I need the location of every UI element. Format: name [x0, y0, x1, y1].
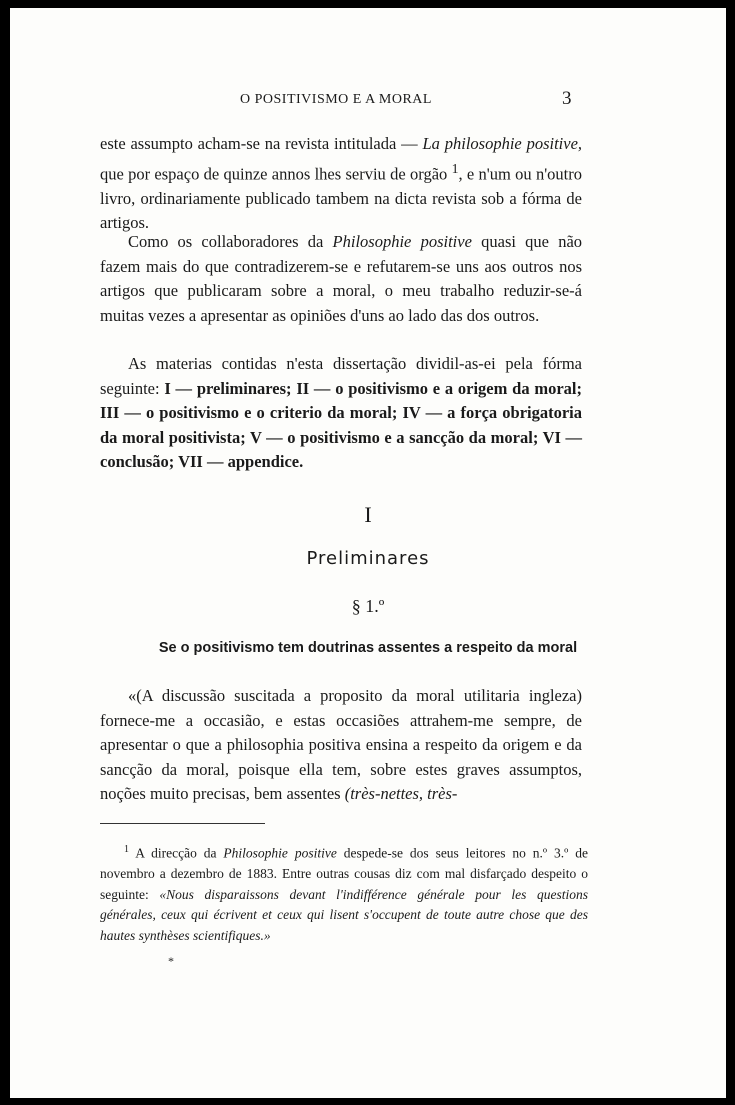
p1-text-b: que por espaço de quinze annos lhes serviu de orgão [100, 164, 448, 183]
paragraph-number: § 1.º [351, 596, 385, 616]
footnote-quote: «Nous disparaissons devant l'indifférence générale pour les questions générales, ceux qui écrivent et ceux qui lisent s'occupent de toute autre chose que des hautes synthèses scientifiques.» [100, 886, 589, 943]
quote-italic: (très-nettes, très- [344, 784, 458, 803]
p2-text-a: Como os collaboradores da [128, 232, 324, 251]
p3-outline: I — preliminares; II — o positivismo e a origem da moral; III — o positivismo e o criterio da moral; IV — a força obrigatoria da moral positivista; V — o positivismo e a sancção da moral; VI — conclusão; VII — appendice. [100, 378, 582, 471]
section-number: I [364, 502, 372, 527]
running-title: O POSITIVISMO E A MORAL [240, 92, 432, 107]
footnote-divider [100, 823, 265, 824]
section-heading: Se o positivismo tem doutrinas assentes a respeito da moral [158, 640, 578, 656]
footnote [100, 840, 588, 946]
quote-text: «(A discussão suscitada a proposito da moral utilitaria ingleza) fornece-me a occasião, e estas occasiões attrahem-me sempre, de apresentar o que a philosophia positiva ensina a respeito da origem e da sancção da moral, poisque ella tem, sobre estes graves assumptos, noções muito precisas, bem assentes [100, 686, 582, 803]
section-title: Preliminares [306, 548, 430, 569]
footnote-marker: 1 [124, 844, 129, 855]
footnote-reference: 1 [451, 160, 459, 176]
p1-text-a: este assumpto acham-se na revista intitulada — [100, 134, 418, 153]
quote-paragraph [100, 684, 582, 807]
paragraph-1 [100, 132, 582, 236]
footnote-text-a: A direcção da [135, 845, 217, 861]
footnote-text-b: despede-se dos seus leitores no n.º 3.º de novembro a dezembro de 1883. Entre outras cousas diz com mal disfarçado despeito o seguinte: [100, 845, 589, 902]
footnote-italic-title: Philosophie positive [223, 845, 337, 861]
p2-italic-title: Philosophie positive [332, 232, 472, 251]
paragraph-2 [100, 230, 582, 328]
signature-mark: * [168, 954, 174, 968]
book-page [10, 8, 726, 1098]
p2-text-b: quasi que não fazem mais do que contradizerem-se e refutarem-se uns aos outros nos artigos que publicaram sobre a moral, o meu trabalho reduzir-se-á muitas vezes a apresentar as opiniões d'uns ao lado das dos outros. [100, 232, 583, 325]
paragraph-3 [100, 352, 582, 475]
page-number: 3 [562, 88, 572, 109]
p1-italic-title: La philosophie positive, [422, 134, 583, 153]
p1-text-c: , e n'um ou n'outro livro, ordinariamente publicado tambem na dicta revista sob a fórma de artigos. [100, 164, 583, 232]
p3-text-a: As materias contidas n'esta dissertação dividil-as-ei pela fórma seguinte: [100, 354, 582, 398]
